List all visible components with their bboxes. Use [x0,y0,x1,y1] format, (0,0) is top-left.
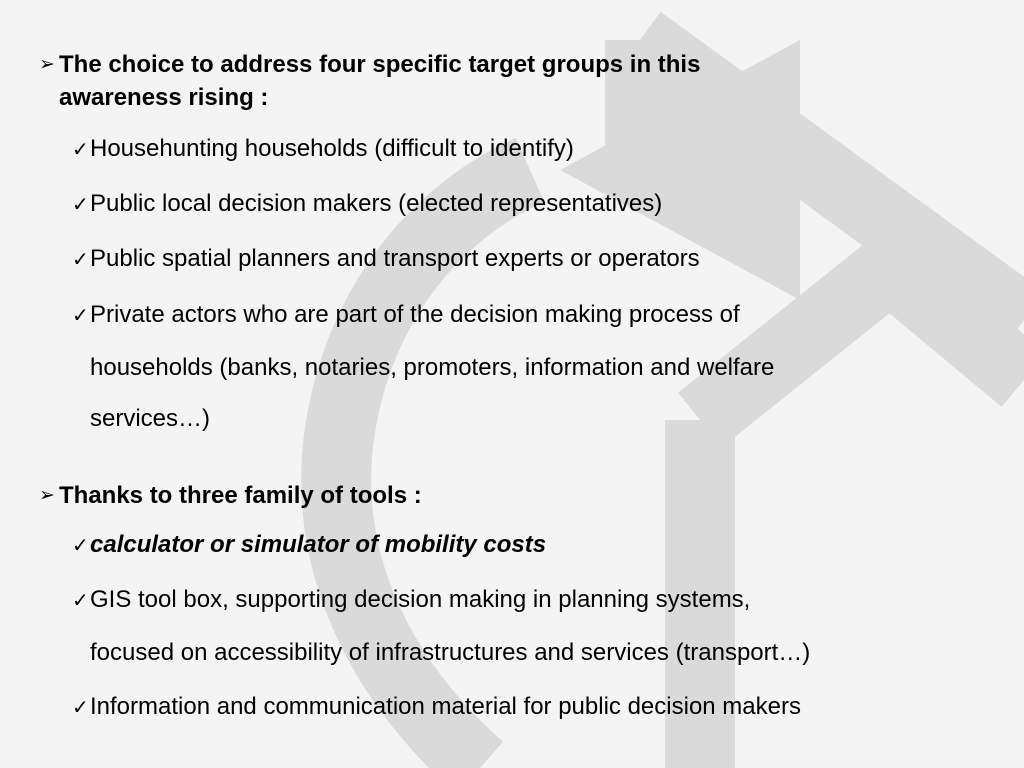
list-item [72,574,972,678]
list-item-text: Public spatial planners and transport experts or operators [90,245,700,272]
list-item [72,123,972,176]
checkmark-icon: ✓ [72,697,89,719]
arrow-bullet-icon: ➢ [39,485,55,506]
list-item-text-continued: focused on accessibility of infrastructures and services (transport…) [90,639,811,666]
list-item-text: Househunting households (difficult to identify) [90,135,574,162]
list-item [72,681,972,734]
list-item-text: calculator or simulator of mobility costs [90,531,547,558]
checkmark-icon: ✓ [72,249,89,271]
list-item [72,519,972,572]
checkmark-icon: ✓ [72,194,89,216]
list-item [72,289,972,444]
section1-heading-line1: The choice to address four specific target groups in this [59,51,701,78]
section1-heading-line2: awareness rising : [59,84,269,111]
checkmark-icon: ✓ [72,139,89,161]
list-item-text: Public local decision makers (elected representatives) [90,190,663,217]
list-item-text: Private actors who are part of the decision making process of [90,301,740,328]
list-item-text: GIS tool box, supporting decision making in planning systems, [90,586,751,613]
list-item-text-continued: services…) [90,405,211,432]
list-item [72,233,972,286]
section2-heading [39,479,839,512]
arrow-bullet-icon: ➢ [39,54,55,75]
section1-heading [39,48,839,114]
checkmark-icon: ✓ [72,590,89,612]
list-item-text: Information and communication material for public decision makers [90,693,801,720]
checkmark-icon: ✓ [72,535,89,557]
list-item [72,178,972,231]
list-item-text-continued: households (banks, notaries, promoters, information and welfare [90,354,775,381]
section2-heading-line1: Thanks to three family of tools : [59,482,422,509]
checkmark-icon: ✓ [72,305,89,327]
